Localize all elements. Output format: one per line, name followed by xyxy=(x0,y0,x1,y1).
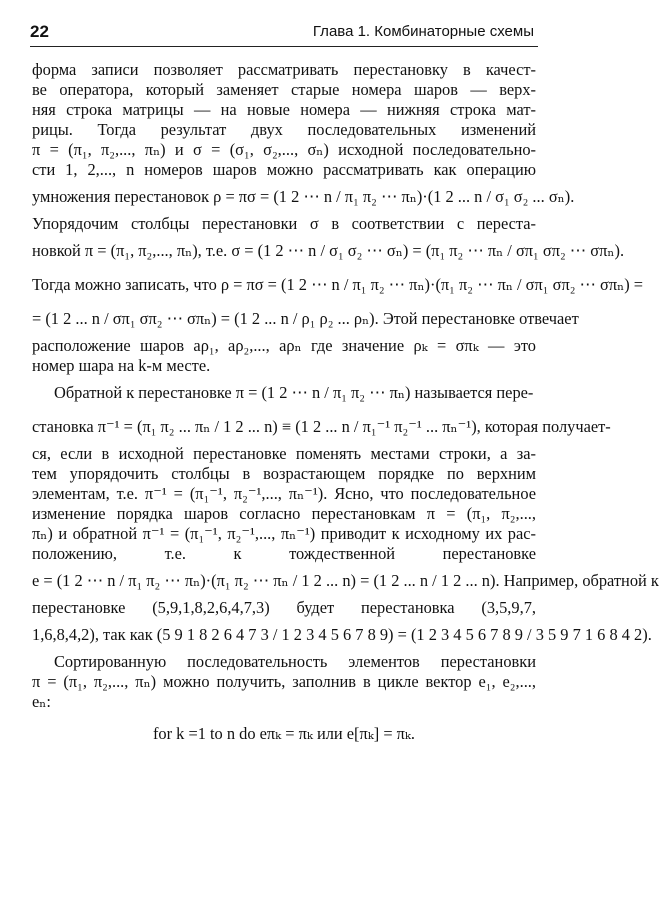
text-line: ся, если в исходной перестановке поменять местами строки, а за- xyxy=(32,444,536,463)
text-line: π = (π₁, π₂,..., πₙ) можно получить, заполнив в цикле вектор e₁, e₂,..., xyxy=(32,672,536,691)
text-line: Упорядочим столбцы перестановки σ в соответствии с переста- xyxy=(32,214,536,233)
text-line: π = (π₁, π₂,..., πₙ) и σ = (σ₁, σ₂,..., σₙ) исходной последовательно- xyxy=(32,140,536,159)
text-line: форма записи позволяет рассматривать перестановку в качест- xyxy=(32,60,536,79)
text-line: тем упорядочить столбцы в возрастающем порядке по верхним xyxy=(32,464,536,483)
text-line: ве оператора, который заменяет старые номера шаров — верх- xyxy=(32,80,536,99)
formula-line: Обратной к перестановке π = (1 2 ⋯ n / π₁ π₂ ⋯ πₙ) называется пере- xyxy=(54,383,534,402)
formula-line: умножения перестановок ρ = πσ = (1 2 ⋯ n / π₁ π₂ ⋯ πₙ)·(1 2 ... n / σ₁ σ₂ ... σₙ). xyxy=(32,187,575,206)
page-body xyxy=(32,60,659,744)
text-line: расположение шаров aρ₁, aρ₂,..., aρₙ где значение ρₖ = σπₖ — это xyxy=(32,336,536,355)
text-line: элементам, т.е. π⁻¹ = (π₁⁻¹, π₂⁻¹,..., πₙ⁻¹). Ясно, что последовательное xyxy=(32,484,536,503)
header-rule xyxy=(30,46,538,47)
text-line: няя строка матрицы — на новые номера — нижняя строка мат- xyxy=(32,100,536,119)
formula-line: Тогда можно записать, что ρ = πσ = (1 2 ⋯ n / π₁ π₂ ⋯ πₙ)·(π₁ π₂ ⋯ πₙ / σπ₁ σπ₂ ⋯ σπₙ) = xyxy=(32,275,644,294)
page-number: 22 xyxy=(30,22,49,41)
text-line: Сортированную последовательность элементов перестановки xyxy=(54,652,536,671)
page-header xyxy=(0,22,564,44)
text-line: перестановке (5,9,1,8,2,6,4,7,3) будет перестановка (3,5,9,7, xyxy=(32,598,536,617)
formula-line: становка π⁻¹ = (π₁ π₂ ... πₙ / 1 2 ... n) ≡ (1 2 ... n / π₁⁻¹ π₂⁻¹ ... πₙ⁻¹), которая получает- xyxy=(32,417,611,436)
text-line: πₙ) и обратной π⁻¹ = (π₁⁻¹, π₂⁻¹,..., πₙ⁻¹) приводит к исходному их рас- xyxy=(32,524,536,543)
formula-line: = (1 2 ... n / σπ₁ σπ₂ ⋯ σπₙ) = (1 2 ... n / ρ₁ ρ₂ ... ρₙ). Этой перестановке отвечает xyxy=(32,309,579,328)
text-line: рицы. Тогда результат двух последовательных изменений xyxy=(32,120,536,139)
text-line: eₙ: xyxy=(32,692,51,711)
text-line: положению, т.е. к тождественной перестановке xyxy=(32,544,536,563)
chapter-title: Глава 1. Комбинаторные схемы xyxy=(312,23,534,40)
formula-line: e = (1 2 ⋯ n / π₁ π₂ ⋯ πₙ)·(π₁ π₂ ⋯ πₙ / 1 2 ... n) = (1 2 ... n / 1 2 ... n). Например, обратной к xyxy=(32,571,659,590)
formula-line: 1,6,8,4,2), так как (5 9 1 8 2 6 4 7 3 / 1 2 3 4 5 6 7 8 9) = (1 2 3 4 5 6 7 8 9 / 3 5 9 7 1 6 8 4 2). xyxy=(32,625,652,644)
text-line: изменение порядка шаров согласно перестановкам π = (π₁, π₂,..., xyxy=(32,504,536,523)
text-line: сти 1, 2,..., n номеров шаров можно рассматривать как операцию xyxy=(32,160,536,179)
text-line: номер шара на k-м месте. xyxy=(32,356,211,375)
formula-line: новкой π = (π₁, π₂,..., πₙ), т.е. σ = (1 2 ⋯ n / σ₁ σ₂ ⋯ σₙ) = (π₁ π₂ ⋯ πₙ / σπ₁ σπ₂ ⋯ σπₙ). xyxy=(32,241,625,260)
algorithm-line: for k =1 to n do eπₖ = πₖ или e[πₖ] = πₖ. xyxy=(152,724,416,743)
